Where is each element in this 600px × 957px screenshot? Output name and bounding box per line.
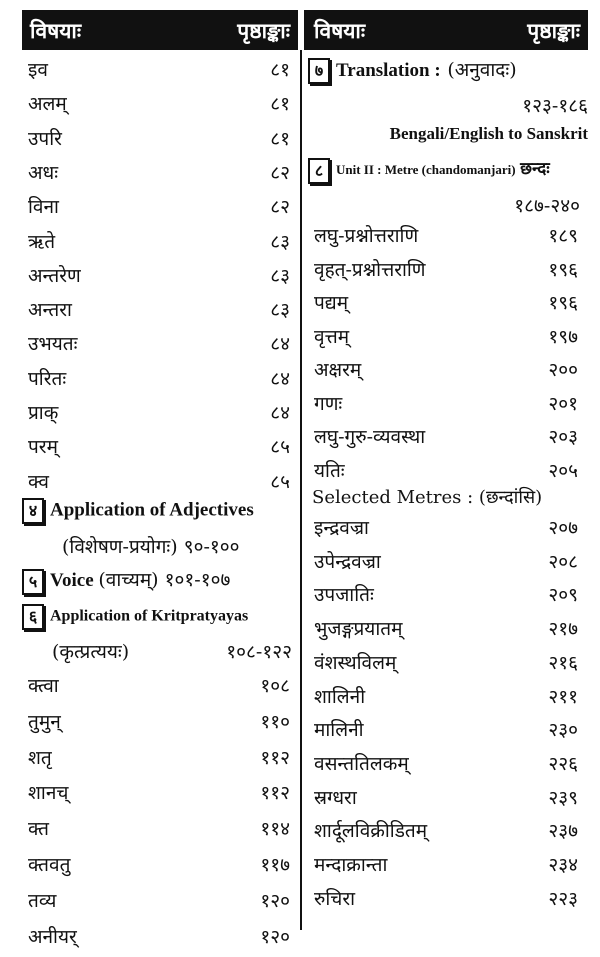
toc-entry-title: अक्षरम् <box>314 359 362 381</box>
toc-entry-page: ११७ <box>260 854 290 876</box>
section-title: Application of Kritpratyayas <box>50 607 249 625</box>
toc-entry-page: ८५ <box>270 470 290 493</box>
toc-row <box>314 220 578 250</box>
section-5-heading <box>22 566 230 595</box>
toc-row <box>314 546 578 576</box>
toc-entry-title: मन्दाक्रान्ता <box>314 854 388 876</box>
toc-row <box>314 849 578 879</box>
toc-row <box>28 363 290 393</box>
section-number-badge: ६ <box>22 604 44 630</box>
toc-entry-page: २१६ <box>548 651 578 674</box>
toc-entry-title: अनीयर् <box>28 925 77 948</box>
toc-entry-page: ८५ <box>270 436 290 459</box>
toc-entry-page: ८२ <box>270 196 290 219</box>
section-4-subtitle <box>62 533 240 559</box>
toc-entry-title: परितः <box>28 367 67 390</box>
section-pages: १८७-२४० <box>514 195 580 217</box>
toc-entry-title: स्रग्धरा <box>314 786 357 809</box>
toc-row <box>28 921 290 951</box>
toc-entry-title: शानच् <box>28 782 69 805</box>
selected-metres-heading <box>312 485 542 509</box>
toc-row <box>314 287 578 317</box>
toc-entry-page: ८४ <box>270 367 290 390</box>
toc-row <box>28 294 290 324</box>
toc-entry-page: १९६ <box>548 292 578 314</box>
toc-entry-page: ८१ <box>270 93 290 116</box>
section-7-subtitle <box>390 124 588 144</box>
toc-row <box>314 647 578 677</box>
toc-entry-title: वसन्ततिलकम् <box>314 752 409 775</box>
toc-row <box>28 706 290 736</box>
toc-row <box>314 254 578 284</box>
section-number-badge: ७ <box>308 58 330 84</box>
toc-entry-title: क्तवतु <box>28 854 71 876</box>
toc-entry-page: २०९ <box>548 584 578 607</box>
toc-entry-title: लघु-गुरु-व्यवस्था <box>314 426 426 448</box>
right-header <box>304 10 588 50</box>
toc-row <box>28 397 290 427</box>
toc-entry-title: तव्य <box>28 889 57 912</box>
section-title: Unit II : Metre (chandomanjari) <box>336 162 516 177</box>
toc-entry-page: २१७ <box>548 618 578 641</box>
toc-entry-title: शालिनी <box>314 685 366 708</box>
toc-row <box>28 813 290 843</box>
section-subtitle: (कृत्प्रत्ययः) <box>52 641 130 663</box>
toc-entry-title: उपजातिः <box>314 584 374 607</box>
toc-entry-title: पद्यम् <box>314 292 349 314</box>
toc-entry-page: २२६ <box>548 752 578 775</box>
toc-row <box>314 388 578 418</box>
section-subtitle: (विशेषण-प्रयोगः) ९०-१०० <box>62 536 240 558</box>
toc-row <box>314 321 578 351</box>
col-page-label: पृष्ठाङ्काः <box>527 19 580 43</box>
toc-entry-page: २०१ <box>548 392 578 415</box>
toc-entry-title: इव <box>28 59 48 81</box>
toc-entry-title: विना <box>28 196 59 219</box>
section-title-devanagari: छन्दः <box>520 159 550 179</box>
toc-row <box>28 88 290 118</box>
toc-entry-title: गणः <box>314 392 343 415</box>
toc-row <box>28 328 290 358</box>
toc-entry-title: ऋते <box>28 230 56 253</box>
toc-entry-title: क्त <box>28 818 50 841</box>
toc-entry-page: १९६ <box>548 258 578 281</box>
toc-entry-title: वृत्तम् <box>314 325 350 348</box>
toc-entry-page: ११० <box>260 710 290 733</box>
section-pages: १२३-१८६ <box>522 95 588 117</box>
toc-row <box>28 54 290 84</box>
toc-row <box>314 421 578 451</box>
toc-row <box>28 849 290 879</box>
section-title: Voice <box>50 570 94 591</box>
section-number-badge: ८ <box>308 158 330 184</box>
toc-entry-page: ८३ <box>270 230 290 253</box>
col-subject-label: विषयाः <box>314 19 366 43</box>
section-8-heading <box>308 156 550 184</box>
toc-entry-page: १२० <box>260 889 290 912</box>
selected-metres-label: Selected Metres : (छन्दांसि) <box>312 487 543 508</box>
toc-entry-page: २३४ <box>548 854 578 876</box>
toc-row <box>314 883 578 913</box>
section-pages: १०८-१२२ <box>226 641 292 663</box>
toc-entry-page: ११२ <box>260 782 290 805</box>
toc-entry-title: भुजङ्गप्रयातम् <box>314 618 403 641</box>
toc-entry-title: वृहत्-प्रश्नोत्तराणि <box>314 258 426 281</box>
toc-entry-title: रुचिरा <box>314 887 356 910</box>
section-number-badge: ५ <box>22 569 44 595</box>
toc-entry-title: क्व <box>28 470 49 493</box>
toc-entry-page: १२० <box>260 925 290 948</box>
section-title: Application of Adjectives <box>50 499 254 521</box>
section-title-devanagari: (अनुवादः) <box>447 59 517 81</box>
toc-entry-title: शार्दूलविक्रीडितम् <box>314 820 428 843</box>
toc-entry-page: २०८ <box>548 550 578 573</box>
section-4-heading <box>22 498 254 524</box>
section-7-heading <box>308 56 517 84</box>
toc-entry-page: २०३ <box>548 426 578 448</box>
toc-entry-page: ८४ <box>270 333 290 356</box>
toc-entry-page: २०० <box>548 359 578 381</box>
column-divider <box>300 50 302 930</box>
toc-row <box>28 742 290 772</box>
toc-entry-title: उभयतः <box>28 333 78 356</box>
toc-row <box>314 613 578 643</box>
toc-entry-title: यतिः <box>314 459 345 482</box>
section-6-subtitle <box>52 636 292 666</box>
toc-entry-page: २०७ <box>548 517 578 539</box>
toc-row <box>28 123 290 153</box>
toc-entry-title: तुमुन् <box>28 710 61 733</box>
toc-entry-title: क्त्वा <box>28 675 59 697</box>
toc-row <box>28 191 290 221</box>
col-subject-label: विषयाः <box>30 19 82 43</box>
toc-entry-page: ८३ <box>270 299 290 322</box>
toc-entry-page: २०५ <box>548 459 578 482</box>
toc-row <box>314 748 578 778</box>
toc-entry-page: १८९ <box>548 225 578 247</box>
toc-entry-title: परम् <box>28 436 58 459</box>
toc-row <box>28 670 290 700</box>
section-8-pages-row <box>308 190 580 220</box>
toc-entry-title: मालिनी <box>314 719 364 742</box>
left-header <box>22 10 298 50</box>
section-7-pages-row <box>308 90 588 120</box>
toc-entry-title: अलम् <box>28 93 67 116</box>
section-number-badge: ४ <box>22 498 44 524</box>
section-6-heading <box>22 604 248 630</box>
col-page-label: पृष्ठाङ्काः <box>237 19 290 43</box>
toc-entry-page: ८४ <box>270 402 290 424</box>
toc-entry-page: २२३ <box>548 887 578 910</box>
toc-row <box>314 354 578 384</box>
toc-entry-page: ११४ <box>260 818 290 841</box>
section-subtitle: Bengali/English to Sanskrit <box>389 124 588 143</box>
section-pages: (वाच्यम्) १०१-१०७ <box>98 569 231 591</box>
toc-entry-title: प्राक् <box>28 402 59 424</box>
section-title: Translation : <box>336 60 441 81</box>
toc-entry-title: अन्तरेण <box>28 264 81 287</box>
toc-row <box>28 466 290 496</box>
toc-entry-page: ८३ <box>270 264 290 287</box>
toc-entry-page: २३९ <box>548 786 578 809</box>
toc-row <box>28 431 290 461</box>
toc-entry-title: उपेन्द्रवज्रा <box>314 550 381 573</box>
toc-entry-page: १०८ <box>260 675 290 697</box>
toc-row <box>314 681 578 711</box>
toc-entry-page: २११ <box>548 685 578 708</box>
toc-row <box>314 455 578 485</box>
toc-entry-page: ११२ <box>260 746 290 769</box>
toc-entry-page: ८१ <box>270 127 290 150</box>
toc-row <box>314 815 578 845</box>
toc-row <box>314 714 578 744</box>
toc-entry-title: इन्द्रवज्रा <box>314 517 369 539</box>
toc-entry-page: ८२ <box>270 161 290 184</box>
toc-row <box>314 782 578 812</box>
toc-entry-page: १९७ <box>548 325 578 348</box>
toc-entry-title: उपरि <box>28 127 62 150</box>
toc-entry-title: शतृ <box>28 746 52 769</box>
toc-row <box>28 226 290 256</box>
toc-entry-page: ८१ <box>270 59 290 81</box>
toc-row <box>28 260 290 290</box>
toc-entry-title: अन्तरा <box>28 299 72 322</box>
toc-row <box>314 512 578 542</box>
toc-row <box>314 579 578 609</box>
toc-entry-page: २३७ <box>548 820 578 843</box>
toc-row <box>28 777 290 807</box>
toc-entry-title: वंशस्थविलम् <box>314 651 397 674</box>
toc-row <box>28 885 290 915</box>
toc-entry-title: लघु-प्रश्नोत्तराणि <box>314 225 419 247</box>
toc-entry-title: अधः <box>28 161 59 184</box>
toc-entry-page: २३० <box>548 719 578 742</box>
toc-row <box>28 157 290 187</box>
